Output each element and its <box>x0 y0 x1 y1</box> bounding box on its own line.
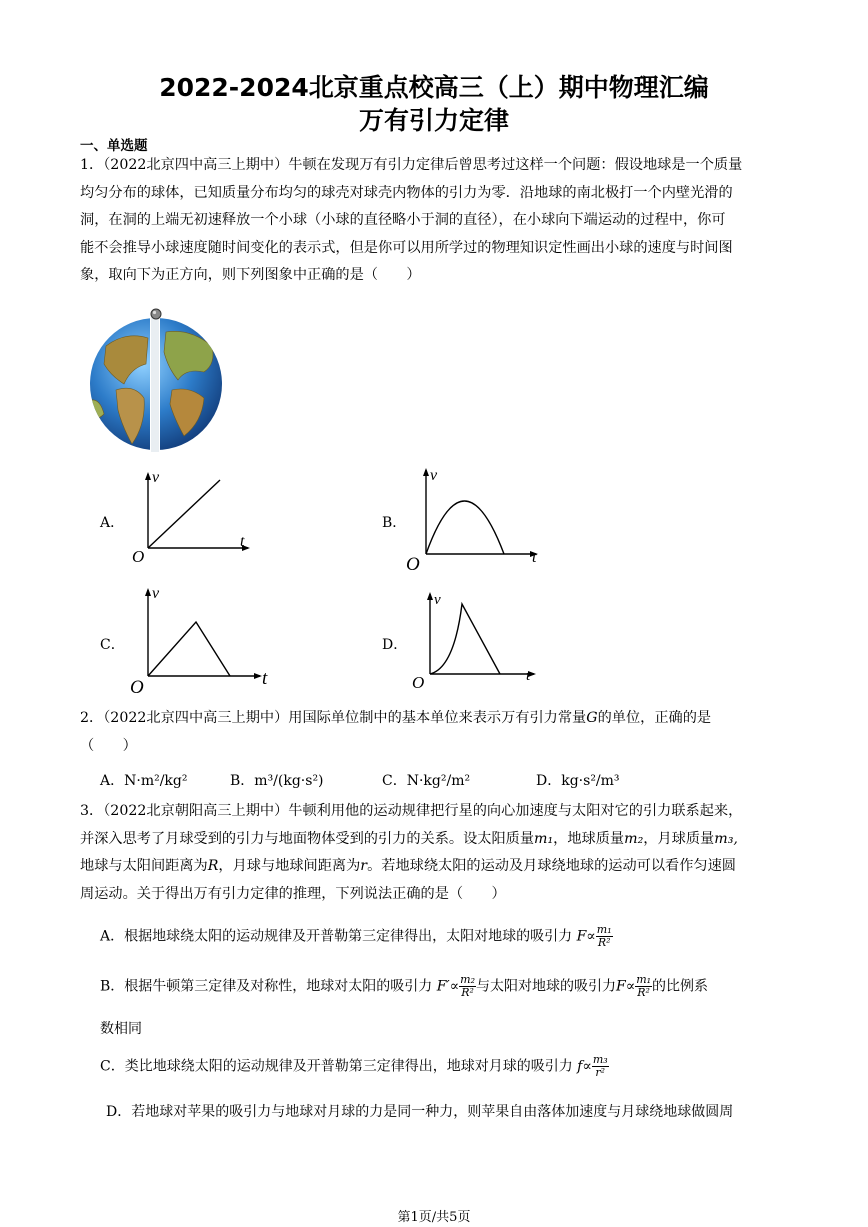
q3-option-a[interactable] <box>100 924 613 949</box>
option-text: m³/(kg·s²) <box>254 773 324 789</box>
q1-option-b-graph[interactable] <box>404 462 546 572</box>
q2-symbol: G <box>586 710 598 726</box>
option-text: 的比例系 <box>652 978 709 995</box>
q3-line <box>80 853 792 881</box>
q3-text: ，月球质量 <box>643 830 715 847</box>
option-text: kg·s²/m³ <box>561 773 620 789</box>
axis-origin: O <box>132 547 145 566</box>
symbol-F: F <box>615 978 626 995</box>
q2-text: 的单位，正确的是 <box>597 710 712 726</box>
q1-option-d-label[interactable]: D． <box>382 637 408 653</box>
axis-label-t: t <box>526 668 531 684</box>
fraction <box>459 974 476 999</box>
denominator: r² <box>595 1066 606 1079</box>
q3-text: ，月球与地球间距离为 <box>218 858 361 874</box>
page-number: 第1页/共5页 <box>397 1210 471 1225</box>
section-heading: 一、单选题 <box>80 138 148 154</box>
denominator: R² <box>597 936 611 949</box>
option-text: C．类比地球绕太阳的运动规律及开普勒第三定律得出，地球对月球的吸引力 <box>100 1058 573 1075</box>
q3-line: 3．（2022北京朝阳高三上期中）牛顿利用他的运动规律把行星的向心加速度与太阳对它的引力联系起来， <box>80 803 743 819</box>
option-label: D． <box>536 773 562 789</box>
q2-text: 2．（2022北京四中高三上期中）用国际单位制中的基本单位来表示万有引力常量 <box>80 710 587 726</box>
q3-text: ，地球质量 <box>553 830 625 847</box>
symbol-f: f <box>577 1058 583 1075</box>
symbol-F-prime: F′ <box>436 978 450 995</box>
axis-origin: O <box>412 673 425 692</box>
option-text: A．根据地球绕太阳的运动规律及开普勒第三定律得出，太阳对地球的吸引力 <box>100 928 573 945</box>
option-text: 与太阳对地球的吸引力 <box>475 978 616 995</box>
q3-option-b-cont: 数相同 <box>100 1021 142 1037</box>
numerator: m₃ <box>592 1053 608 1066</box>
question-2 <box>80 705 792 760</box>
axis-origin: O <box>130 677 144 696</box>
page-subtitle: 万有引力定律 <box>358 106 509 135</box>
q3-text: 地球与太阳间距离为 <box>80 858 208 874</box>
q2-option-a[interactable] <box>100 770 188 790</box>
question-3 <box>80 798 792 908</box>
q1-option-d-graph[interactable] <box>412 588 544 692</box>
q3-text: 并深入思考了月球受到的引力与地面物体受到的引力的关系。设太阳质量 <box>80 830 535 847</box>
symbol-r: r <box>360 858 368 874</box>
q2-option-d[interactable] <box>536 770 620 790</box>
q1-line: 能不会推导小球速度随时间变化的表示式，但是你可以用所学过的物理知识定性画出小球的速度与时间图 <box>80 239 733 256</box>
q3-line: 周运动。关于得出万有引力定律的推理，下列说法正确的是（ ） <box>80 885 506 902</box>
proportional-sign: ∝ <box>625 978 636 995</box>
denominator: R² <box>637 986 650 999</box>
fraction <box>592 1054 609 1079</box>
q1-line: 象，取向下为正方向，则下列图象中正确的是（ ） <box>80 267 421 283</box>
symbol-m3: m₃, <box>714 830 738 847</box>
q3-option-b[interactable] <box>100 974 708 999</box>
option-label: C． <box>382 773 407 789</box>
q2-option-b[interactable] <box>230 770 324 790</box>
fraction <box>635 974 652 999</box>
symbol-R: R <box>207 858 219 874</box>
q2-option-c[interactable] <box>382 770 470 790</box>
denominator: R² <box>461 986 474 999</box>
symbol-m2: m₂ <box>624 830 644 847</box>
fraction <box>596 924 613 949</box>
q3-option-d[interactable]: D．若地球对苹果的吸引力与地球对月球的力是同一种力，则苹果自由落体加速度与月球绕地球做圆周 <box>106 1104 734 1120</box>
symbol-m1: m₁ <box>534 830 554 847</box>
q1-option-a-graph[interactable] <box>126 466 256 566</box>
axis-label-t: t <box>532 549 537 566</box>
q2-line <box>80 705 792 733</box>
numerator: m₂ <box>460 973 475 986</box>
q1-line: 1．（2022北京四中高三上期中）牛顿在发现万有引力定律后曾思考过这样一个问题：假设地球是一个质量 <box>80 157 743 173</box>
axis-label-t: t <box>262 668 268 689</box>
axis-label-v: v <box>152 469 160 486</box>
option-text: B．根据牛顿第三定律及对称性，地球对太阳的吸引力 <box>100 978 433 995</box>
q1-line: 均匀分布的球体，已知质量分布均匀的球壳对球壳内物体的引力为零．沿地球的南北极打一个内壁光滑的 <box>80 184 733 201</box>
proportional-sign: ∝ <box>582 1058 592 1075</box>
option-label: A． <box>100 773 125 789</box>
axis-label-v: v <box>152 585 160 602</box>
q1-line: 洞，在洞的上端无初速释放一个小球（小球的直径略小于洞的直径），在小球向下端运动的过程中，你可 <box>80 212 726 228</box>
question-1 <box>80 152 792 290</box>
proportional-sign: ∝ <box>586 928 596 945</box>
q1-option-c-label[interactable]: C． <box>100 637 125 653</box>
axis-label-t: t <box>240 533 245 550</box>
proportional-sign: ∝ <box>449 978 460 995</box>
option-label: B． <box>230 773 255 789</box>
q2-line: （ ） <box>80 737 137 754</box>
axis-label-v: v <box>430 467 438 484</box>
axis-origin: O <box>406 554 420 572</box>
numerator: m₁ <box>636 973 652 986</box>
q1-option-c-graph[interactable] <box>126 580 274 696</box>
numerator: m₁ <box>596 923 612 936</box>
option-text: N·kg²/m² <box>406 773 471 789</box>
q3-line <box>80 826 792 854</box>
q1-option-a-label[interactable]: A． <box>100 515 125 531</box>
page-title: 2022-2024北京重点校高三（上）期中物理汇编 <box>159 73 709 102</box>
q3-text: 。若地球绕太阳的运动及月球绕地球的运动可以看作匀速圆 <box>367 858 736 874</box>
axis-label-v: v <box>434 592 441 608</box>
q1-option-b-label[interactable]: B． <box>382 515 407 531</box>
symbol-F: F <box>576 928 587 945</box>
earth-illustration <box>86 306 228 452</box>
q3-option-c[interactable] <box>100 1054 609 1079</box>
option-text: N·m²/kg² <box>124 773 188 789</box>
